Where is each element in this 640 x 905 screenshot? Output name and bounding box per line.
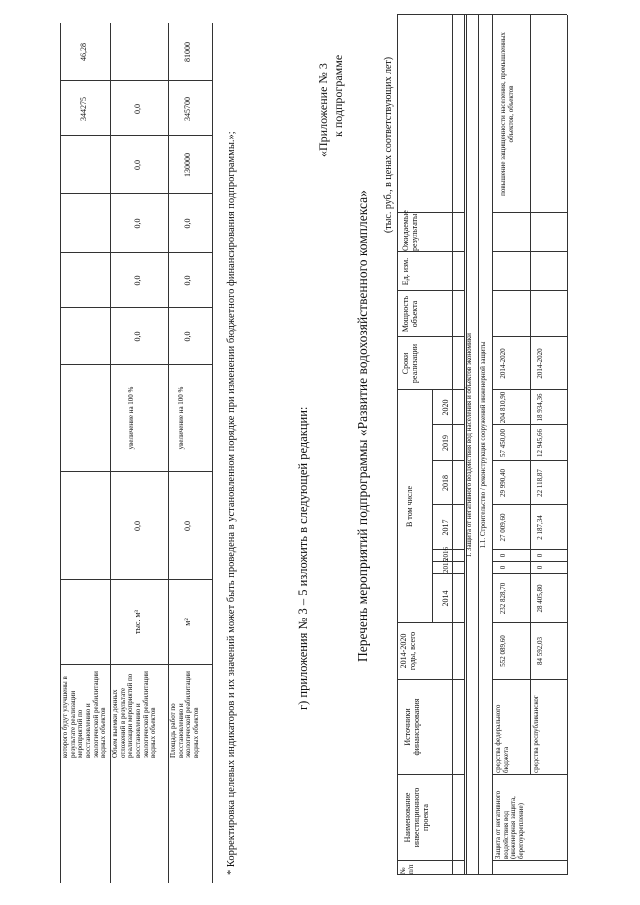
indicator-v1-3: 0,0 <box>183 521 192 531</box>
row-1-2014: 232 828,70 <box>499 582 507 615</box>
indicator-v4-3: 0,0 <box>183 275 192 286</box>
row-2-2014: 28 405,80 <box>536 584 544 613</box>
year-2014: 2014 <box>441 590 450 607</box>
row-2-2018: 22 118,87 <box>536 469 544 497</box>
indicator-v7-3: 130000 <box>183 153 192 177</box>
row-1-2015: 0 <box>499 565 507 570</box>
instruction-text: г) приложения № 3 – 5 изложить в следующей редакции: <box>296 406 310 710</box>
col-header-in-total: В том числе <box>405 485 414 528</box>
indicator-name-3: Площадь работ по восстановлению и экологической реабилитации водных объектов <box>169 671 201 758</box>
col-header-unit: Ед. изм. <box>401 257 410 286</box>
row-2-2017: 2 187,34 <box>536 515 544 540</box>
year-2020: 2020 <box>441 399 450 416</box>
col-header-num: № п/п <box>399 864 415 874</box>
indicator-name-1: которого будут улучшены в результате реализации мероприятий по восстановлению и экологической реабилитации водных объектов <box>61 671 108 758</box>
indicator-v5-3: 0,0 <box>183 218 192 229</box>
year-2018: 2018 <box>441 475 450 491</box>
indicator-v2-3: увеличение на 100 % <box>177 386 185 450</box>
indicator-v6-2: 0,0 <box>133 160 142 170</box>
indicator-name-2: Объем выемки донных отложений в результате реализации мероприятий по восстановлению и экологической реабилитации водных объектов <box>111 671 158 758</box>
row-2-source: средства республиканског <box>532 695 540 773</box>
indicator-unit-2: тыс. м³ <box>133 610 142 634</box>
col-header-name: Наименование инвестиционного проекта <box>403 787 430 848</box>
indicator-v3-3: 0,0 <box>183 331 192 342</box>
col-header-source: Источники финансирования <box>403 698 421 756</box>
year-2016: 2016 <box>442 547 450 561</box>
indicator-v10-3: 81000 <box>183 42 192 62</box>
indicator-v5-2: 0,0 <box>133 218 142 229</box>
row-1-period: 2014-2020 <box>499 348 507 379</box>
row-1-total: 552 089,60 <box>499 635 507 667</box>
row-1-2016: 0 <box>499 553 507 558</box>
year-2019: 2019 <box>441 435 450 451</box>
col-header-results: Ожидаемые результаты <box>401 210 419 251</box>
indicator-v2-2: увеличение на 100 % <box>127 386 135 450</box>
indicator-v9-3: 345700 <box>183 97 192 121</box>
row-1-source: средства федерального бюджета <box>494 704 510 773</box>
appendix-number: «Приложение № 3 <box>316 63 330 157</box>
page-title: Перечень мероприятий подпрограммы «Развитие водохозяйственного комплекса» <box>355 190 370 662</box>
indicator-value-1a: 344275 <box>79 97 88 121</box>
row-1-2020: 204 810,90 <box>499 391 507 424</box>
row-1-2019: 57 450,00 <box>499 429 507 457</box>
row-2-2015: 0 <box>536 565 544 570</box>
expected-results: повышение защищенности населения, промышленных объектов, объектов <box>499 32 515 196</box>
col-header-period: Сроки реализации <box>401 343 419 384</box>
indicator-value-1b: 46,28 <box>79 43 88 61</box>
indicator-v8-2: 0,0 <box>133 104 142 114</box>
indicator-v1-2: 0,0 <box>133 521 142 531</box>
section-1-1-heading: 1.1. Строительство / реконструкция сооружений инженерной защиты <box>479 341 487 549</box>
row-1-2017: 27 009,60 <box>499 513 507 542</box>
units-note: (тыс. руб., в ценах соответствующих лет) <box>383 56 394 233</box>
section-1-heading: I. Защита от негативного воздействия вод населения и объектов экономики <box>465 333 473 557</box>
indicator-unit-3: м² <box>183 618 192 626</box>
year-2015: 2015 <box>442 559 450 573</box>
col-header-capacity: Мощность объекта <box>401 295 419 333</box>
row-2-2016: 0 <box>536 553 544 558</box>
indicator-v3-2: 0,0 <box>133 331 142 342</box>
row-2-total: 84 592,03 <box>536 637 544 665</box>
row-1-2018: 29 990,40 <box>499 469 507 497</box>
indicator-v4-2: 0,0 <box>133 275 142 286</box>
row-2-2019: 12 945,66 <box>536 429 544 457</box>
footnote: * Корректировка целевых индикаторов и их значений может быть проведена в установленном порядке при изменении бюджетного финансирования подпрограммы.»; <box>226 131 237 875</box>
appendix-subtitle: к подпрограмме <box>331 54 345 137</box>
row-2-period: 2014-2020 <box>536 348 544 379</box>
col-header-total: 2014-2020 годы, всего <box>399 631 417 671</box>
year-2017: 2017 <box>441 519 450 536</box>
project-name: Защита от негативного воздействия вод (инженерная защита, берегоукрепление) <box>494 790 526 859</box>
row-2-2020: 18 934,36 <box>536 393 544 422</box>
